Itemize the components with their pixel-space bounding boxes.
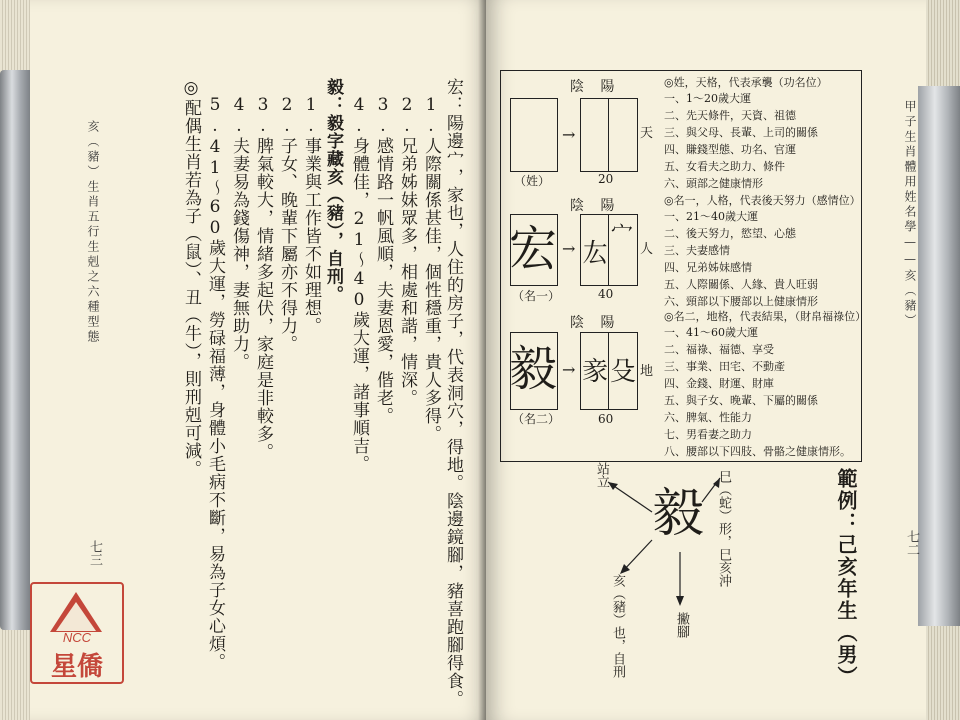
row-description-title: ◎名一，人格，代表後天努力（感情位） — [664, 194, 861, 207]
split-right-char: 宀 — [611, 222, 634, 247]
row-description-title: ◎名二，地格，代表結果，（財帛福祿位） — [664, 310, 867, 323]
stamp-text-bottom: 星僑 — [50, 652, 103, 682]
description-item: 一、41～60歲大運 — [664, 326, 758, 339]
split-box — [580, 332, 638, 410]
yinyang-label: 陰 陽 — [570, 198, 621, 214]
example-title: 範例：己亥年生（男） — [834, 468, 858, 688]
row-description-title: ◎姓，天格，代表承襲（功名位） — [664, 76, 828, 89]
split-left-char: 豙 — [582, 357, 609, 387]
description-item: 六、頸部以下腰部以上健康情形 — [664, 295, 818, 308]
description-item: 五、與子女、晚輩、下屬的關係 — [664, 394, 818, 407]
diagram-label-bottom: 撇腳 — [674, 612, 689, 638]
text-column: 5.41～60歲大運，勞碌福薄，身體小毛病不斷，易為子女心煩。 — [205, 95, 225, 671]
text-column: 2.子女、晚輩下屬亦不得力。 — [277, 95, 297, 353]
description-item: 二、先天條件，天資、祖德 — [664, 109, 796, 122]
description-item: 七、男看妻之助力 — [664, 428, 752, 441]
split-right-char: 殳 — [610, 357, 637, 387]
grid-position-label: 地 — [640, 364, 654, 379]
description-item: 六、頭部之健康情形 — [664, 177, 763, 190]
text-column: 4.夫妻易為錢傷神，妻無助力。 — [229, 95, 249, 371]
description-item: 一、1～20歲大運 — [664, 92, 751, 105]
diagram-label-top-left: 站立 — [594, 462, 609, 488]
text-column: 3.脾氣較大，情緒多起伏，家庭是非較多。 — [253, 95, 273, 461]
right-page-header: 甲子生肖體用姓名學——亥（豬） — [903, 100, 917, 329]
row-label: （名一） — [512, 289, 561, 303]
text-column: 1.人際關係甚佳，個性穩重，貴人多得。 — [421, 95, 441, 443]
description-item: 三、夫妻感情 — [664, 244, 730, 257]
name2-char: 毅 — [509, 341, 558, 397]
row-description-list — [664, 90, 818, 192]
grid-position-label: 人 — [640, 242, 654, 257]
yinyang-label: 陰 陽 — [570, 79, 621, 95]
left-page-header: 亥（豬）生肖五行生剋之六種型態 — [86, 120, 100, 345]
row-label: （姓） — [514, 174, 551, 188]
stroke-number: 60 — [598, 412, 614, 426]
description-item: 八、腰部以下四肢、骨骼之健康情形。 — [664, 445, 851, 458]
stroke-number: 40 — [598, 287, 614, 301]
row-label: （名二） — [512, 412, 561, 426]
description-item: 二、福祿、福德、享受 — [664, 343, 774, 356]
row-description-list — [664, 324, 851, 460]
ncc-stamp-logo — [30, 582, 124, 684]
text-column: 4.身體佳，21～40歲大運，諸事順吉。 — [349, 95, 369, 473]
description-item: 四、賺錢型態、功名、官運 — [664, 143, 796, 156]
arrow-icon: → — [562, 125, 576, 144]
description-item: 三、事業、田宅、不動產 — [664, 360, 785, 373]
text-column: 宏：陽邊宀，家也，人住的房子，代表洞穴，得地。陰邊鏡腳，豬喜跑腳得食。 — [443, 78, 463, 708]
diagram-label-top-right: 巳（蛇）形，巳亥沖 — [716, 470, 731, 587]
stroke-number: 20 — [598, 172, 614, 186]
name1-char: 宏 — [509, 221, 558, 277]
description-item: 六、脾氣、性能力 — [664, 411, 752, 424]
arrow-icon: → — [562, 360, 576, 379]
description-item: 五、女看夫之助力、條件 — [664, 160, 785, 173]
binder-clip-right — [918, 86, 960, 626]
name1-box — [510, 214, 558, 286]
text-column: ◎配偶生肖若為子（鼠）、丑（牛），則刑剋可減。 — [181, 78, 201, 478]
split-left-char: 厷 — [582, 239, 609, 269]
diagram-label-bottom-left: 亥（豬）也，自刑 — [610, 574, 625, 678]
binder-clip-left — [0, 70, 34, 630]
text-column: 毅：毅字藏亥（豬），自刑。 — [323, 78, 343, 304]
description-item: 三、與父母、長輩、上司的關係 — [664, 126, 818, 139]
text-column: 2.兄弟姊妹眾多，相處和諧，情深。 — [397, 95, 417, 407]
split-box — [580, 214, 638, 286]
description-item: 五、人際關係、人緣、貴人旺弱 — [664, 278, 818, 291]
description-item: 一、21～40歲大運 — [664, 210, 758, 223]
text-column: 3.感情路一帆風順，夫妻恩愛，偕老。 — [373, 95, 393, 425]
right-page-number: 七二 — [904, 530, 919, 556]
name2-box — [510, 332, 558, 410]
surname-box — [510, 98, 558, 172]
diagram-center-char: 毅 — [652, 484, 705, 544]
description-item: 四、金錢、財運、財庫 — [664, 377, 774, 390]
yinyang-label: 陰 陽 — [570, 315, 621, 331]
stamp-text-top: NCC — [62, 630, 92, 645]
row-description-list — [664, 208, 818, 310]
description-item: 四、兄弟姊妹感情 — [664, 261, 752, 274]
grid-position-label: 天 — [640, 126, 654, 141]
left-page-number: 七三 — [87, 540, 102, 566]
arrow-icon: → — [562, 239, 576, 258]
split-box — [580, 98, 638, 172]
description-item: 二、後天努力，慾望、心態 — [664, 227, 796, 240]
text-column: 1.事業與工作皆不如理想。 — [301, 95, 321, 335]
